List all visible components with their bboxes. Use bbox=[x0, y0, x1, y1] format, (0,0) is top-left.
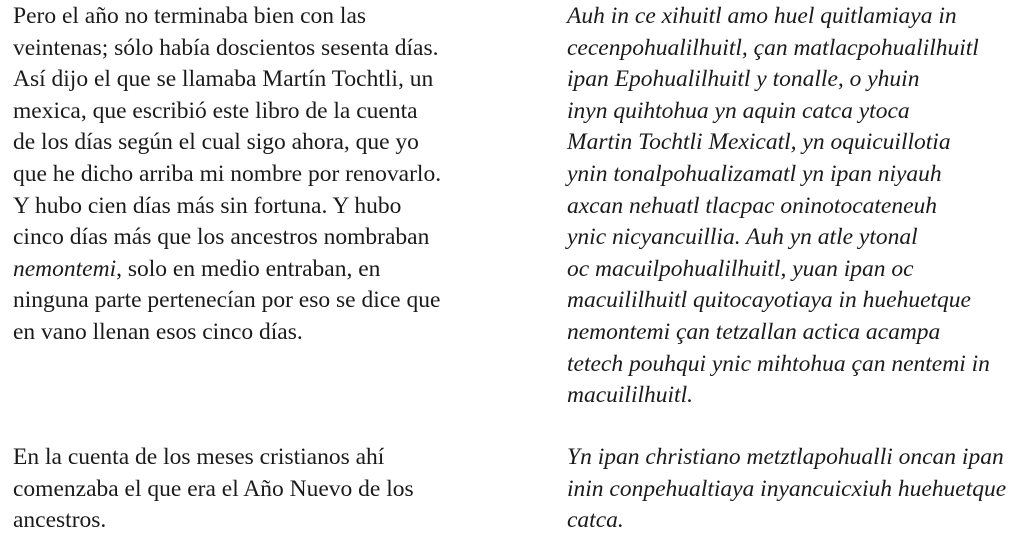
nahuatl-paragraph-2 bbox=[567, 442, 1006, 537]
text-line: ipan Epohualilhuitl y tonalle, o yhuin bbox=[567, 66, 920, 93]
text-line: Yn ipan christiano metztlapohualli oncan ipan bbox=[567, 444, 1004, 470]
text-line: cinco días más que los ancestros nombraban bbox=[13, 224, 430, 251]
text-fragment: , solo en medio entraban, en bbox=[116, 255, 381, 282]
text-line: Martin Tochtli Mexicatl, yn oquicuillotia bbox=[567, 129, 951, 156]
text-line: ancestros. bbox=[13, 507, 107, 534]
text-line: cecenpohualilhuitl, çan matlacpohualilhuitl bbox=[567, 34, 979, 61]
nahuatl-paragraph-1 bbox=[567, 1, 990, 412]
text-line: ynic nicyancuillia. Auh yn atle ytonal bbox=[567, 224, 918, 251]
text-line: ynin tonalpohualizamatl yn ipan niyauh bbox=[567, 160, 942, 187]
text-line: inyn quihtohua yn aquin catca ytoca bbox=[567, 97, 910, 124]
text-line: macuililhuitl. bbox=[567, 382, 693, 409]
text-line: catca. bbox=[567, 507, 624, 534]
text-line bbox=[13, 254, 441, 286]
text-line: en vano llenan esos cinco días. bbox=[13, 318, 303, 345]
text-line: ninguna parte pertenecían por eso se dice que bbox=[13, 287, 441, 314]
text-line: comenzaba el que era el Año Nuevo de los bbox=[13, 475, 414, 502]
text-line: En la cuenta de los meses cristianos ahí bbox=[13, 444, 385, 470]
text-line: inin conpehualtiaya inyancuicxiuh huehuetque bbox=[567, 475, 1007, 502]
text-line: tetech pouhqui ynic mihtohua çan nentemi in bbox=[567, 350, 990, 377]
text-line: veintenas; sólo había doscientos sesenta días. bbox=[13, 34, 439, 61]
text-line: Pero el año no terminaba bien con las bbox=[13, 3, 367, 29]
spanish-paragraph-1 bbox=[13, 1, 441, 349]
text-line: axcan nehuatl tlacpac oninotocateneuh bbox=[567, 192, 938, 219]
spanish-paragraph-2 bbox=[13, 442, 414, 537]
text-line: macuililhuitl quitocayotiaya in huehuetque bbox=[567, 287, 971, 314]
text-line: de los días según el cual sigo ahora, que yo bbox=[13, 129, 419, 156]
text-line: que he dicho arriba mi nombre por renovarlo. bbox=[13, 160, 442, 187]
text-line: Y hubo cien días más sin fortuna. Y hubo bbox=[13, 192, 402, 219]
text-line: Auh in ce xihuitl amo huel quitlamiaya in bbox=[567, 3, 957, 29]
italic-term: nemontemi bbox=[13, 255, 117, 282]
text-line: oc macuilpohualilhuitl, yuan ipan oc bbox=[567, 255, 914, 282]
text-line: mexica, que escribió este libro de la cuenta bbox=[13, 97, 418, 124]
text-line: nemontemi çan tetzallan actica acampa bbox=[567, 318, 941, 345]
text-line: Así dijo el que se llamaba Martín Tochtli, un bbox=[13, 66, 434, 93]
